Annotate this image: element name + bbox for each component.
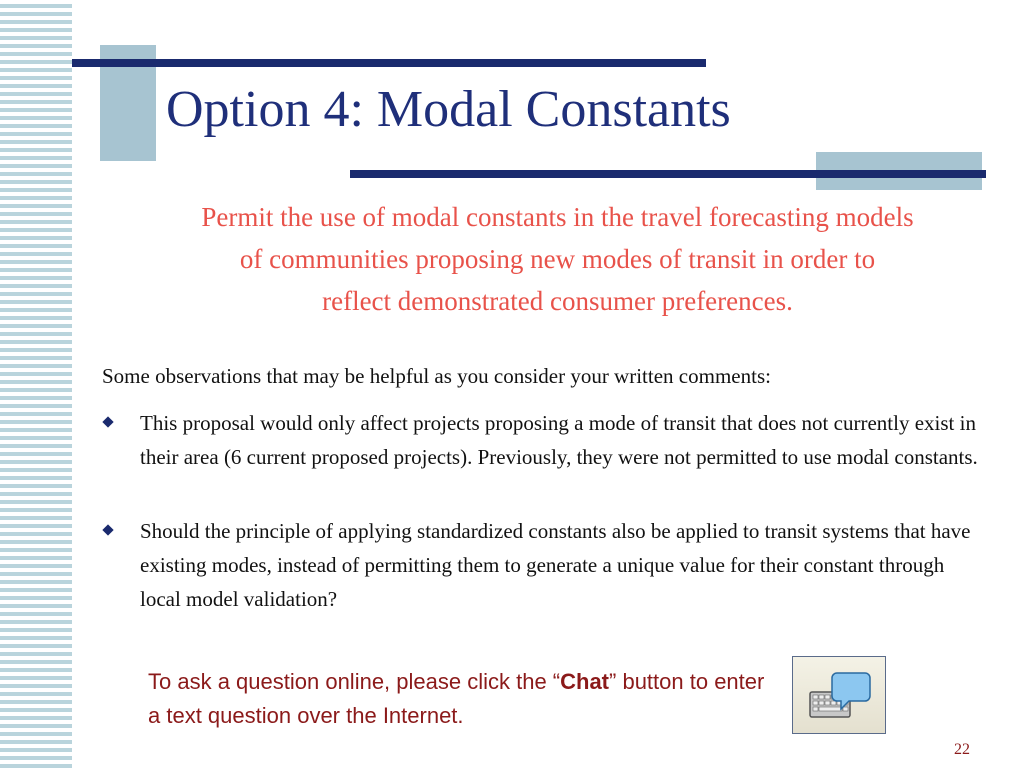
chat-instructions-before: To ask a question online, please click the “ — [148, 669, 561, 694]
decorative-bar-top — [72, 59, 706, 67]
chat-button[interactable] — [792, 656, 886, 734]
lead-line-3: reflect demonstrated consumer preferences. — [322, 286, 793, 316]
observations-intro: Some observations that may be helpful as you consider your written comments: — [102, 364, 771, 388]
bullet-text: This proposal would only affect projects proposing a mode of transit that does not currently exist in their area (6 current proposed projects). Previously, they were not permitted to use modal constants. — [140, 411, 978, 469]
chat-instructions-after: ” button to enter a text question over the Internet. — [148, 669, 765, 728]
bullet-text: Should the principle of applying standardized constants also be applied to transit systems that have existing modes, instead of permitting them to generate a unique value for their constant through local model validation? — [140, 519, 971, 611]
bullet-item — [102, 514, 982, 616]
diamond-bullet-icon — [102, 416, 113, 427]
decorative-bar-bottom — [350, 170, 986, 178]
lead-line-1: Permit the use of modal constants in the travel forecasting models — [201, 202, 914, 232]
chat-instructions — [148, 665, 778, 733]
bullet-item — [102, 406, 982, 474]
diamond-bullet-icon — [102, 524, 113, 535]
chat-keyword: Chat — [560, 669, 610, 694]
lead-statement — [100, 196, 1015, 322]
page-number: 22 — [954, 741, 970, 758]
decorative-stripes — [0, 0, 72, 768]
slide-title: Option 4: Modal Constants — [166, 81, 731, 138]
keyboard-speech-bubble-icon — [793, 657, 885, 733]
lead-line-2: of communities proposing new modes of transit in order to — [239, 244, 876, 274]
